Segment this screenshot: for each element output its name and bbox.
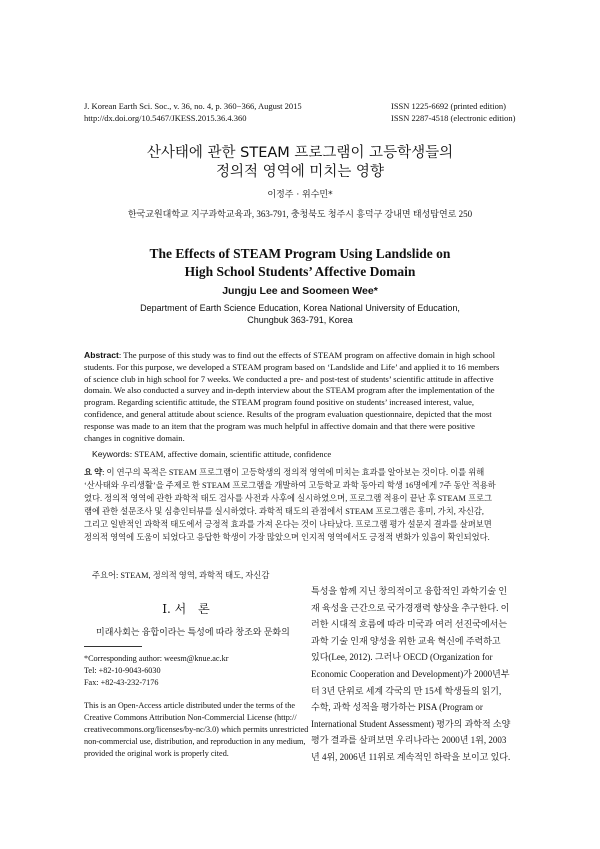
korean-affiliation: 한국교원대학교 지구과학교육과, 363-791, 충청북도 청주시 흥덕구 강내면 태성탑연로 250 xyxy=(127,209,473,219)
body-line: International Student Assessment) 평가의 과학적 소양 xyxy=(311,718,511,729)
license-line: provided the original work is properly cited. xyxy=(84,749,229,759)
korean-title xyxy=(0,144,600,182)
body-line: 러한 시대적 흐름에 따라 미국과 여러 선진국에서는 xyxy=(311,619,508,630)
issn-print: ISSN 1225-6692 (printed edition) xyxy=(391,101,506,111)
korean-abstract xyxy=(84,467,517,544)
affiliation-line: Chungbuk 363-791, Korea xyxy=(247,315,353,325)
english-authors: Jungju Lee and Soomeen Wee* xyxy=(222,285,378,297)
body-line: 특성을 함께 지닌 창의적이고 융합적인 과학기술 인 xyxy=(311,586,508,596)
issn-electronic: ISSN 2287-4518 (electronic edition) xyxy=(391,113,516,123)
license-line: non-commercial use, distribution, and reproduction in any medium, xyxy=(84,737,306,747)
korean-keywords: 주요어: STEAM, 정의적 영역, 과학적 태도, 자신감 xyxy=(92,571,270,580)
body-line: 터 3년 단위로 세계 각국의 만 15세 학생들의 읽기, xyxy=(311,685,502,696)
body-line: 재 육성을 근간으로 국가경쟁력 향상을 추구한다. 이 xyxy=(311,602,510,613)
english-title xyxy=(0,245,600,281)
keywords-label: Keywords xyxy=(92,449,130,459)
korean-abstract-line: 였다. 정의적 영역에 관한 과학적 태도 검사를 사전과 사후에 실시하였으며, 프로그램 적용이 끝난 후 STEAM 프로그 xyxy=(84,493,493,503)
abstract-line: domain. We also conducted a survey and in-depth interview about the STEAM program after the implementation of the xyxy=(84,385,495,396)
body-line: 수학, 과학 성적을 평가하는 PISA (Program or xyxy=(311,702,483,713)
abstract-line: changes in cognitive domain. xyxy=(84,432,185,443)
korean-abstract-line: 램에 관한 설문조사 및 심층인터뷰를 실시하였다. 과학적 태도의 관점에서 STEAM 프로그램은 흥미, 가치, 자신감, xyxy=(84,506,485,516)
corresponding-email: *Corresponding author: weesm@knue.ac.kr xyxy=(84,654,229,663)
korean-title-line: 산사태에 관한 STEAM 프로그램이 고등학생들의 xyxy=(146,145,454,161)
abstract-line xyxy=(84,350,517,362)
corresponding-tel: Tel: +82-10-9043-6030 xyxy=(84,666,161,675)
body-line: 년 4위, 2006년 11위로 계속적인 하락을 보이고 있다. xyxy=(311,751,511,762)
affiliation-line: Department of Earth Science Education, Korea National University of Education, xyxy=(140,303,460,313)
korean-abstract-text: : 이 연구의 목적은 STEAM 프로그램이 고등학생의 정의적 영역에 미치는 효과를 알아보는 것이다. 이를 위해 xyxy=(102,468,485,477)
korean-abstract-label: 요 약 xyxy=(84,468,103,477)
license-line: Creative Commons Attribution Non-Commercial License (http:// xyxy=(84,713,297,723)
doi-link[interactable]: http://dx.doi.org/10.5467/JKESS.2015.36.4.360 xyxy=(84,113,247,123)
body-line: 평가 결과를 살펴보면 우리나라는 2000년 1위, 2003 xyxy=(311,735,507,746)
keywords-text: : STEAM, affective domain, scientific attitude, confidence xyxy=(129,449,332,459)
body-line: Economic Cooperation and Development)가 2000년부 xyxy=(311,668,510,679)
issn-info xyxy=(391,100,515,124)
korean-title-line: 정의적 영역에 미치는 영향 xyxy=(216,164,384,180)
korean-abstract-line: 그리고 일반적인 과학적 태도에서 긍정적 효과를 가져 온다는 것이 나타났다. 프로그램 평가 설문지 결과를 살펴보면 xyxy=(84,519,492,529)
body-line: 과학 기술 인재 양성을 위한 교육 혁신에 주력하고 xyxy=(311,635,501,646)
english-title-line: High School Students’ Affective Domain xyxy=(184,264,416,279)
license-line: creativecommons.org/licenses/by-nc/3.0) which permits unrestricted xyxy=(84,725,309,735)
abstract-line: program. Regarding scientific attitude, the STEAM program found positive on students’ increased interest, value, xyxy=(84,397,475,408)
journal-citation xyxy=(84,100,302,124)
open-access-notice xyxy=(84,700,309,760)
abstract-line: response was made to an item that the program was much helpful in affective domain and that there were positive xyxy=(84,420,475,431)
abstract-line: students. For this purpose, we developed a STEAM program based on ‘Landslide and Life’ and applied it to 16 members xyxy=(84,361,500,372)
korean-abstract-line: 정의적 영역에 도움이 되었다고 응답한 학생이 가장 많았으며 인지적 영역에서도 긍정적 변화가 있음이 확인되었다. xyxy=(84,532,490,542)
abstract-line: of science club in high school for 7 weeks. We conducted a pre- and post-test of students’ scientific attitude in affective xyxy=(84,373,494,384)
korean-abstract-line xyxy=(84,467,517,480)
license-line: This is an Open-Access article distributed under the terms of the xyxy=(84,701,295,710)
body-line: 있다(Lee, 2012). 그러나 OECD (Organization for xyxy=(311,652,493,663)
abstract-label: Abstract xyxy=(84,350,119,360)
intro-paragraph-start: 미래사회는 융합이라는 특성에 따라 창조와 문화의 xyxy=(96,627,290,637)
corresponding-fax: Fax: +82-43-232-7176 xyxy=(84,678,159,687)
citation-line: J. Korean Earth Sci. Soc., v. 36, no. 4, p. 360−366, August 2015 xyxy=(84,101,302,111)
section-heading: I. 서 론 xyxy=(162,602,210,616)
english-title-line: The Effects of STEAM Program Using Landslide on xyxy=(149,246,451,261)
abstract-line: confidence, and general attitude about science. Results of the program evaluation questionnaire, depicted that the most xyxy=(84,408,492,419)
english-affiliation xyxy=(0,302,600,326)
corresponding-author-note xyxy=(84,653,228,689)
english-keywords xyxy=(92,449,517,459)
footnote-divider xyxy=(84,646,142,647)
english-abstract xyxy=(84,350,517,444)
korean-abstract-line: ‘산사태와 우리생활’을 주제로 한 STEAM 프로그램을 개발하여 고등학교 과학 동아리 학생 16명에게 7주 동안 적용하 xyxy=(84,480,496,490)
abstract-text: : The purpose of this study was to find out the effects of STEAM program on affective domain in high school xyxy=(118,350,496,360)
korean-authors: 이정주 · 위수민* xyxy=(267,190,333,200)
intro-right-column xyxy=(311,583,517,766)
